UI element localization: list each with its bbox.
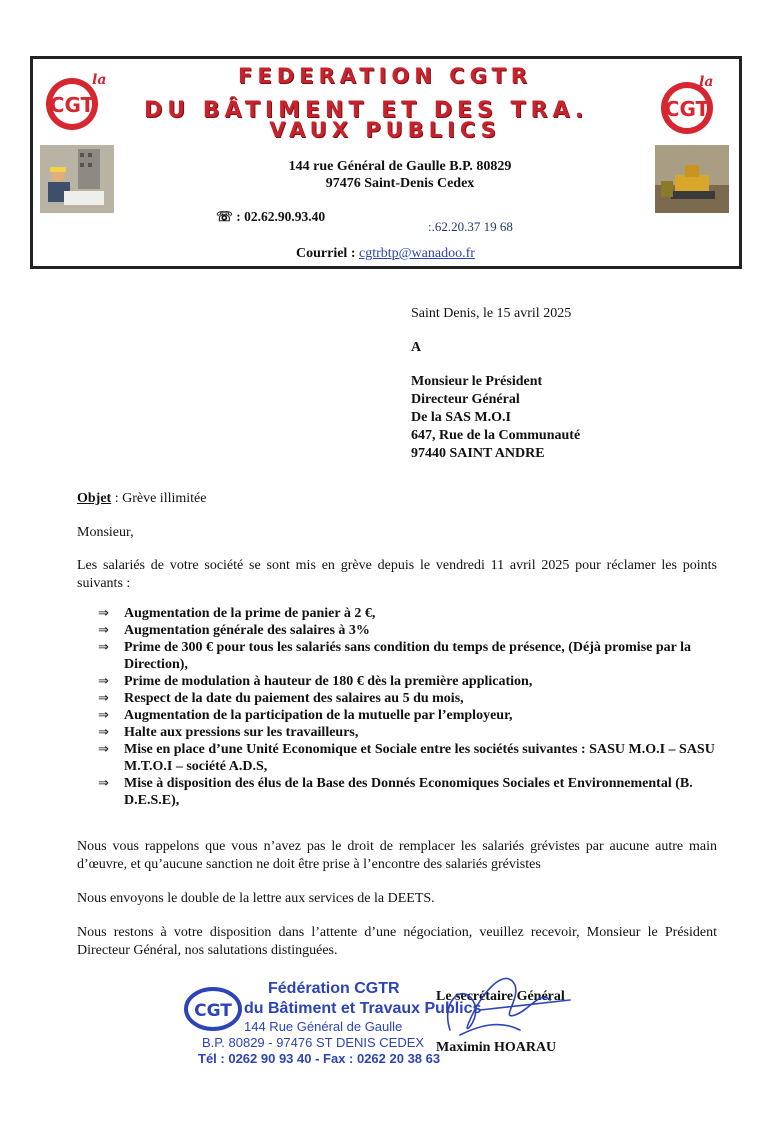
stamp-line1: Fédération CGTR [268,980,400,997]
arrow-icon: ⇒ [98,640,109,655]
letterhead-email-row [296,246,475,262]
cgt-logo-left [40,68,108,132]
arrow-icon: ⇒ [98,708,109,723]
arrow-icon: ⇒ [98,674,109,689]
arrow-icon: ⇒ [98,623,109,638]
svg-text:CGT: CGT [664,97,710,121]
recipient-line: Directeur Général [411,392,520,407]
address-line1: 144 rue Général de Gaulle B.P. 80829 [288,159,512,174]
letterhead-title-line3: VAUX PUBLICS [269,118,501,142]
letterhead-phone: ☏ : 02.62.90.93.40 [216,209,326,224]
recipient-block [411,373,580,463]
stamp-cgt-logo [183,985,243,1031]
letterhead-title-line2: DU BÂTIMENT ET DES TRA. [144,98,589,123]
recipient-line: 647, Rue de la Communauté [411,428,581,443]
construction-workers-photo [40,145,114,213]
svg-text:la: la [92,72,107,88]
letterhead-fax: :.62.20.37 19 68 [428,219,513,234]
demand-item: ⇒ Halte aux pressions sur les travailleurs, [98,725,359,740]
demand-item: ⇒ Respect de la date du paiement des salaires au 5 du mois, [98,691,464,706]
demand-item: ⇒ Prime de 300 € pour tous les salariés sans condition du temps de présence, (Déjà promise par la Direction), [98,640,691,672]
to-marker: A [411,340,422,355]
recipient-line: 97440 SAINT ANDRE [411,446,545,461]
demand-item: ⇒ Prime de modulation à hauteur de 180 € dès la première application, [98,674,533,689]
demand-item: ⇒ Augmentation générale des salaires à 3% [98,623,370,638]
recipient-line: Monsieur le Président [411,374,543,389]
date-line: Saint Denis, le 15 avril 2025 [411,306,572,321]
subject-line [77,490,717,508]
stamp-line5: Tél : 0262 90 93 40 - Fax : 0262 20 38 63 [198,1051,441,1066]
demand-item: ⇒ Augmentation de la participation de la mutuelle par l’employeur, [98,708,513,723]
arrow-icon: ⇒ [98,691,109,706]
bulldozer-photo [655,145,729,213]
arrow-icon: ⇒ [98,776,109,791]
paragraph-replacement-warning: Nous vous rappelons que vous n’avez pas le droit de remplacer les salariés grévistes par aucune autre main d’œuvre, et qu’aucune sanction ne doit être prise à l’encontre des salariés grévistes [77,839,717,872]
arrow-icon: ⇒ [98,742,109,757]
paragraph-deets-copy: Nous envoyons le double de la lettre aux services de la DEETS. [77,891,435,906]
demand-item: ⇒ Mise à disposition des élus de la Base des Donnés Economiques Sociales et Environnemental (B. D.E.S.E), [98,776,693,808]
email-label: Courriel : [296,246,356,261]
subject-text: : Grève illimitée [111,491,207,506]
svg-text:la: la [699,74,714,90]
subject-label: Objet [77,491,112,506]
arrow-icon: ⇒ [98,606,109,621]
salutation: Monsieur, [77,525,134,540]
stamp-line3: 144 Rue Général de Gaulle [244,1019,403,1034]
stamp-line2: du Bâtiment et Travaux Publics [244,1000,482,1017]
recipient-line: De la SAS M.O.I [411,410,511,425]
paragraph-intro: Les salariés de votre société se sont mis en grève depuis le vendredi 11 avril 2025 pour réclamer les points suivants : [77,558,717,591]
letterhead-address [190,158,610,192]
signatory-title: Le secrétaire Général [436,989,565,1004]
signatory-name: Maximin HOARAU [436,1040,557,1055]
demands-list [98,605,718,809]
svg-text:CGT: CGT [49,93,95,117]
email-link[interactable]: cgtrbtp@wanadoo.fr [358,246,475,261]
paragraph-closing: Nous restons à votre disposition dans l’attente d’une négociation, veuillez recevoir, Monsieur le Président Directeur Général, nos salutations distinguées. [77,925,717,958]
demand-item: ⇒ Augmentation de la prime de panier à 2 €, [98,606,376,621]
demand-item: ⇒ Mise en place d’une Unité Economique et Sociale entre les sociétés suivantes : SASU M.O.I – SASU M.T.O.I – société A.D.S, [98,742,715,774]
svg-text:CGT: CGT [194,1001,232,1021]
address-line2: 97476 Saint-Denis Cedex [325,176,475,191]
letterhead-title-line1: FEDERATION CGTR [238,64,532,88]
stamp-line4: B.P. 80829 - 97476 ST DENIS CEDEX [202,1035,425,1050]
arrow-icon: ⇒ [98,725,109,740]
